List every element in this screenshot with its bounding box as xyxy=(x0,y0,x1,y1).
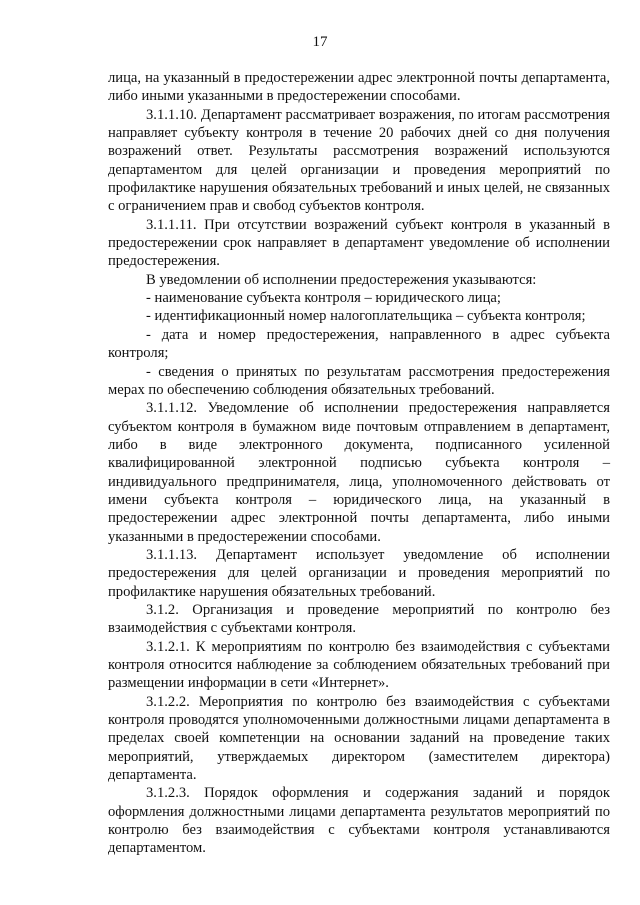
paragraph-3-1-2-2: 3.1.2.2. Мероприятия по контролю без взаимодействия с субъектами контроля проводятся уполномоченными должностными лицами департамента в пределах своей компетенции на основании заданий на проведение таких мероприятий, утверждаемых директором (заместителем директора) департамента. xyxy=(108,693,610,784)
paragraph-3-1-2-1: 3.1.2.1. К мероприятиям по контролю без взаимодействия с субъектами контроля относится наблюдение за соблюдением обязательных требований при размещении информации в сети «Интернет». xyxy=(108,638,610,692)
paragraph-3-1-1-10: 3.1.1.10. Департамент рассматривает возражения, по итогам рассмотрения направляет субъекту контроля в течение 20 рабочих дней со дня получения возражений ответ. Результаты рассмотрения возражений используются департаментом для целей организации и проведения мероприятий по профилактике нарушения обязательных требований и иных целей, не связанных с ограничением прав и свобод субъектов контроля. xyxy=(108,106,610,215)
paragraph-3-1-2: 3.1.2. Организация и проведение мероприятий по контролю без взаимодействия с субъектами контроля. xyxy=(108,601,610,637)
paragraph-3-1-2-3: 3.1.2.3. Порядок оформления и содержания заданий и порядок оформления должностными лицами департамента результатов мероприятий по контролю без взаимодействия с субъектами контроля устанавливаются департаментом. xyxy=(108,785,610,857)
list-item-tax-id: - идентификационный номер налогоплательщика – субъекта контроля; xyxy=(146,308,586,325)
list-item-measures-taken: - сведения о принятых по результатам рассмотрения предостережения мерах по обеспечению соблюдения обязательных требований. xyxy=(108,363,610,398)
paragraph-3-1-1-12: 3.1.1.12. Уведомление об исполнении предостережения направляется субъектом контроля в бумажном виде почтовым отправлением в департамент, либо в виде электронного документа, подписанного усиленной квалифицированной электронной подписью субъекта контроля – индивидуального предпринимателя, лица, уполномоченного действовать от имени субъекта контроля – юридического лица, на указанный в предостережении адрес электронной почты департамента, либо иными указанными в предостережении способами. xyxy=(108,400,610,545)
page-number: 17 xyxy=(312,34,328,50)
paragraph-3-1-1-11: 3.1.1.11. При отсутствии возражений субъект контроля в указанный в предостережении срок направляет в департамент уведомление об исполнении предостережения. xyxy=(108,216,610,270)
list-item-warning-date-number: - дата и номер предостережения, направленного в адрес субъекта контроля; xyxy=(108,326,610,362)
paragraph-notice-intro: В уведомлении об исполнении предостережения указываются: xyxy=(146,271,537,288)
list-item-entity-name: - наименование субъекта контроля – юридического лица; xyxy=(146,290,501,307)
paragraph-3-1-1-13: 3.1.1.13. Департамент использует уведомление об исполнении предостережения для целей организации и проведения мероприятий по профилактике нарушения обязательных требований. xyxy=(108,546,610,600)
document-body xyxy=(108,69,610,858)
paragraph-continuation: лица, на указанный в предостережении адрес электронной почты департамента, либо иными указанными в предостережении способами. xyxy=(108,70,610,105)
